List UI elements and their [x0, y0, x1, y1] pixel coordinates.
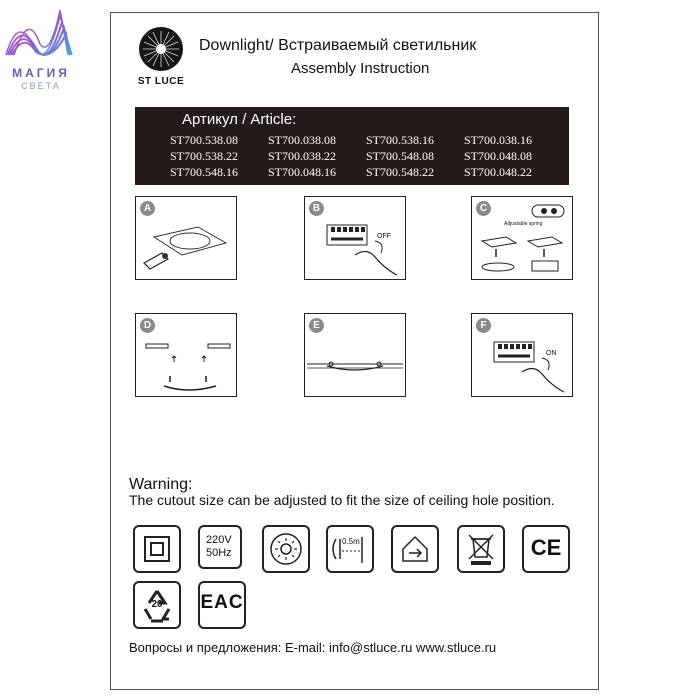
logo-disc-icon	[133, 25, 189, 75]
article-code: ST700.048.22	[464, 165, 533, 179]
watermark-line1: МАГИЯ	[12, 66, 70, 80]
article-heading: Артикул / Article:	[182, 111, 297, 128]
article-code: ST700.038.16	[464, 133, 533, 147]
step-d-panel	[135, 313, 237, 397]
indoor-use-icon	[391, 525, 439, 573]
eac-mark-text: EAC	[200, 592, 244, 613]
step-e-panel	[304, 313, 406, 397]
step-c-panel	[471, 196, 573, 280]
article-code: ST700.538.08	[170, 133, 239, 147]
article-code: ST700.548.22	[366, 165, 435, 179]
voltage-value: 220V	[206, 534, 232, 546]
ce-mark-text: CE	[530, 535, 562, 560]
recycle-icon	[133, 581, 181, 629]
distance-value: 0.5m	[342, 537, 360, 546]
article-box	[135, 107, 569, 185]
step-a-badge: A	[140, 201, 155, 216]
step-a-panel	[135, 196, 237, 280]
contact-footer: Вопросы и предложения: E-mail: info@stluce.ru www.stluce.ru	[129, 640, 497, 655]
step-d-badge: D	[140, 318, 155, 333]
weee-bin-icon	[457, 525, 505, 573]
frequency-value: 50Hz	[206, 547, 232, 559]
st-luce-logo	[133, 25, 189, 95]
step-e-badge: E	[309, 318, 324, 333]
article-code: ST700.548.08	[366, 149, 435, 163]
logo-text: ST LUCE	[137, 76, 185, 87]
step-f-on-label: ON	[546, 350, 557, 357]
step-b-panel	[304, 196, 406, 280]
article-code: ST700.538.22	[170, 149, 239, 163]
page-title: Downlight/ Встраиваемый светильник	[199, 37, 477, 54]
recycle-number: 20	[151, 599, 163, 610]
warning-title: Warning:	[129, 476, 193, 493]
eac-mark-icon	[198, 581, 246, 629]
warning-text: The cutout size can be adjusted to fit the size of ceiling hole position.	[129, 492, 555, 508]
ce-mark-icon	[522, 525, 570, 573]
min-distance-icon	[326, 525, 374, 573]
voltage-rating-icon	[198, 525, 242, 569]
step-b-badge: B	[309, 201, 324, 216]
article-code: ST700.038.22	[268, 149, 337, 163]
article-code: ST700.048.08	[464, 149, 533, 163]
article-code: ST700.548.16	[170, 165, 239, 179]
watermark-logo	[0, 0, 78, 100]
step-c-badge: C	[476, 201, 491, 216]
article-code: ST700.038.08	[268, 133, 337, 147]
step-f-panel	[471, 313, 573, 397]
article-code: ST700.048.16	[268, 165, 337, 179]
step-f-badge: F	[476, 318, 491, 333]
page-subtitle: Assembly Instruction	[291, 60, 430, 77]
article-code: ST700.538.16	[366, 133, 435, 147]
dimmer-icon	[262, 525, 310, 573]
watermark-wave-graphic	[0, 0, 78, 70]
article-grid	[170, 133, 562, 180]
step-b-off-label: OFF	[377, 233, 391, 240]
step-c-spring-label: Adjustable spring	[504, 221, 543, 227]
watermark-line2: СВЕТА	[21, 81, 61, 91]
instruction-sheet	[110, 12, 599, 690]
class-ii-insulation-icon	[133, 525, 181, 573]
